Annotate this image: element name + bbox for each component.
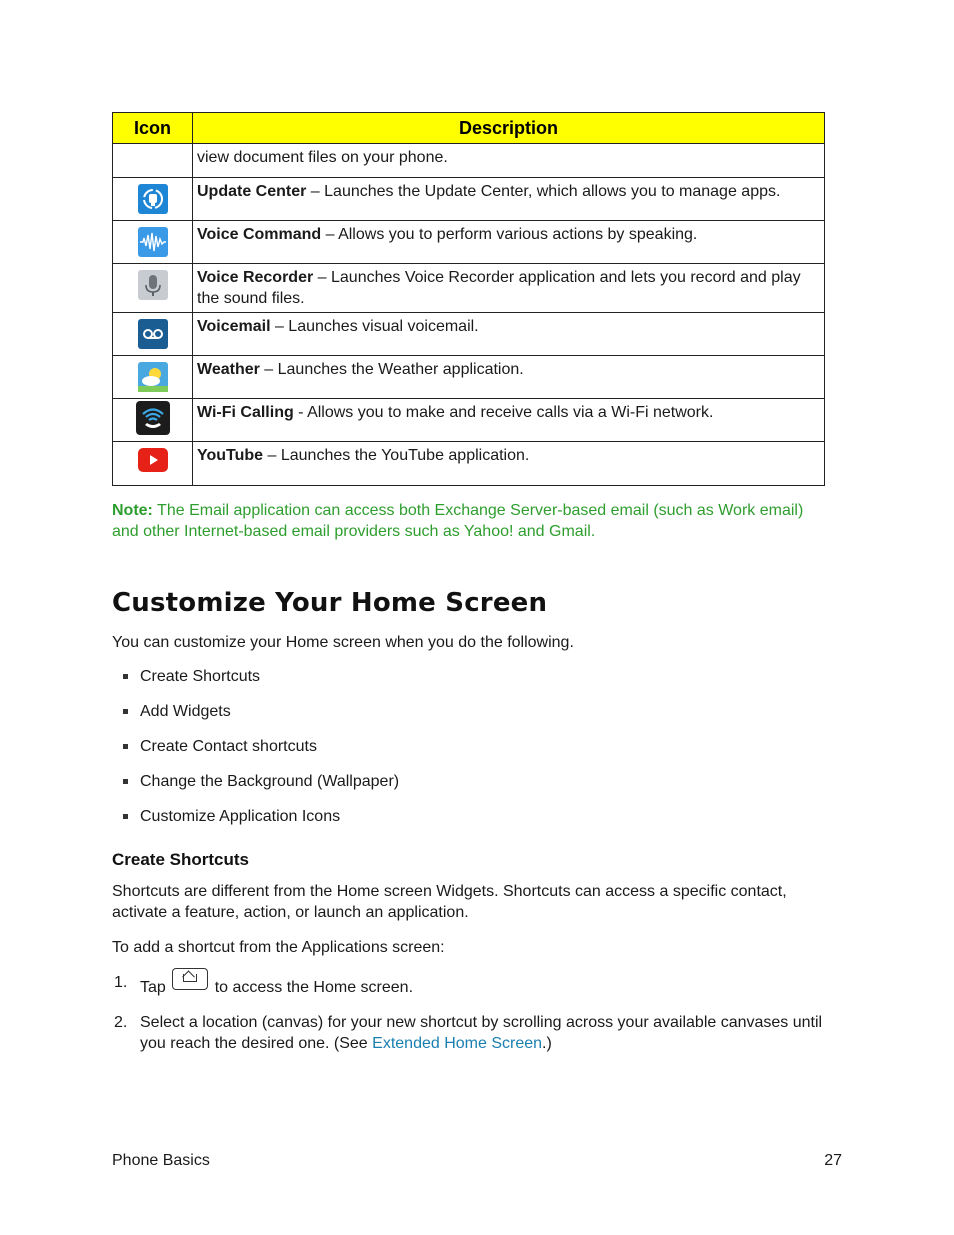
row-description: – Launches the Weather application.	[259, 361, 524, 378]
note-label: Note:	[112, 502, 153, 519]
icon-cell	[113, 313, 193, 356]
app-name: Voicemail	[197, 318, 271, 335]
youtube-icon	[138, 448, 168, 478]
icon-cell	[113, 264, 193, 313]
home-key-icon	[172, 968, 208, 990]
add-shortcut-intro: To add a shortcut from the Applications screen:	[112, 939, 445, 956]
table-row	[113, 399, 825, 442]
step-text: Tap	[140, 979, 171, 996]
icon-cell	[113, 399, 193, 442]
app-name: Weather	[197, 361, 260, 378]
step-number: 2.	[114, 1014, 128, 1031]
row-description: – Allows you to perform various actions by speaking.	[321, 226, 698, 243]
icon-column-header: Icon	[113, 113, 193, 144]
update-center-icon	[138, 184, 168, 220]
voice-command-icon	[138, 227, 168, 263]
app-name: Wi-Fi Calling	[197, 404, 294, 421]
list-item: Add Widgets	[112, 701, 399, 736]
voice-recorder-icon	[138, 270, 168, 306]
description-cell	[193, 264, 825, 313]
step-item	[112, 1012, 852, 1054]
description-cell	[193, 221, 825, 264]
description-cell	[193, 144, 825, 178]
step-text: to access the Home screen.	[210, 979, 414, 996]
icon-cell	[113, 144, 193, 178]
app-name: YouTube	[197, 447, 264, 464]
steps-list	[112, 972, 852, 1068]
customization-list	[112, 666, 399, 841]
description-cell	[193, 313, 825, 356]
page-number: 27	[824, 1152, 842, 1169]
icon-cell	[113, 221, 193, 264]
description-cell	[193, 178, 825, 221]
table-row	[113, 313, 825, 356]
list-item: Change the Background (Wallpaper)	[112, 771, 399, 806]
weather-icon	[138, 362, 168, 398]
row-description: - Allows you to make and receive calls via a Wi-Fi network.	[293, 404, 714, 421]
description-column-header: Description	[193, 113, 825, 144]
row-description: – Launches the Update Center, which allows you to manage apps.	[306, 183, 781, 200]
list-item: Create Contact shortcuts	[112, 736, 399, 771]
extended-home-screen-link[interactable]: Extended Home Screen	[372, 1035, 543, 1052]
row-description: view document files on your phone.	[197, 149, 448, 166]
step-text: .)	[542, 1035, 552, 1052]
step-text: Select a location (canvas) for your new shortcut by scrolling across your available canvases until you reach the desired one. (See	[140, 1014, 823, 1052]
app-name: Update Center	[197, 183, 307, 200]
table-row	[113, 221, 825, 264]
icon-cell	[113, 356, 193, 399]
icon-cell	[113, 442, 193, 486]
email-note	[112, 500, 832, 542]
table-header-row	[113, 113, 825, 144]
list-item: Create Shortcuts	[112, 666, 399, 701]
table-row	[113, 178, 825, 221]
table-row	[113, 442, 825, 486]
row-description: – Launches the YouTube application.	[263, 447, 530, 464]
note-text: The Email application can access both Exchange Server-based email (such as Work email) and other Internet-based email providers such as Yahoo! and Gmail.	[112, 502, 804, 540]
step-number: 1.	[114, 974, 128, 991]
icon-cell	[113, 178, 193, 221]
footer-section-name: Phone Basics	[112, 1152, 210, 1169]
app-name: Voice Recorder	[197, 269, 314, 286]
list-item: Customize Application Icons	[112, 806, 399, 841]
table-row	[113, 264, 825, 313]
description-cell	[193, 442, 825, 486]
row-description: – Launches Voice Recorder application and lets you record and play the sound files.	[197, 269, 801, 307]
app-icons-table	[112, 112, 825, 486]
shortcuts-paragraph: Shortcuts are different from the Home screen Widgets. Shortcuts can access a specific contact, activate a feature, action, or launch an application.	[112, 883, 787, 921]
app-name: Voice Command	[197, 226, 322, 243]
description-cell	[193, 399, 825, 442]
section-title: Customize Your Home Screen	[112, 588, 548, 618]
step-item	[112, 972, 852, 998]
table-row	[113, 144, 825, 178]
subsection-title: Create Shortcuts	[112, 850, 249, 869]
table-row	[113, 356, 825, 399]
description-cell	[193, 356, 825, 399]
voicemail-icon	[138, 319, 168, 355]
row-description: – Launches visual voicemail.	[270, 318, 479, 335]
wifi-calling-icon	[136, 401, 170, 441]
section-intro: You can customize your Home screen when you do the following.	[112, 634, 574, 651]
